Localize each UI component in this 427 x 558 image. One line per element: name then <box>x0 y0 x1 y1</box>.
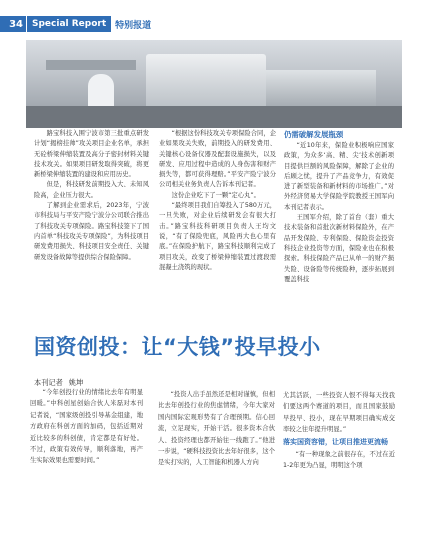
photo-floor <box>26 106 402 128</box>
paragraph: 尤其活跃，一些投资人恨不得每天找我们要这两个赛道的项目，而且国家鼓励早投早、投小，现在早期项目确实成交率较之往年提升明显。” <box>283 392 395 434</box>
lower-column-3 <box>283 390 395 471</box>
paragraph: 了解到企业需求后，2023年，宁波市科技局与平安产险宁波分公司联合推出了科技攻关专项保险。路宝科技签下了国内首单“科技攻关专项保险”，为科技项目研发费用损失、科技项目安全责任、关键研发设备故障等提供综合保险保障。 <box>34 202 149 261</box>
paragraph: “最终项目我们自筹投入了580万元，一旦失败，对企业后续研发会有很大打击。”路宝科技科研项目负责人王均文说，“有了保险兜底，风险再大也心里有底。”在保险护航下，路宝科技顺利完成了项目攻关，改变了桥梁伸缩装置过渡段需混凝土浇筑的现状。 <box>159 202 276 271</box>
subsection-heading: 落实国资容错，让项目推进更流畅 <box>283 437 388 446</box>
article-headline: 国资创投：让“大钱”投早投小 <box>34 335 321 359</box>
factory-photo <box>26 40 402 128</box>
byline-role: 本刊记者 <box>34 378 63 387</box>
upper-column-3 <box>284 129 394 285</box>
paragraph: 路宝科技入围宁波市第三批重点研发计划“揭榜挂帅”攻关项目企业名单，承担无砼桥梁伸缩装置及高分子密封材料关键技术攻关。如果项目研发取得突破，将更新桥梁伸缩装置的建设和应用历史。 <box>34 130 149 179</box>
page-number: 34 <box>0 16 26 32</box>
paragraph: “今年创投行业的情绪比去年有明显回暖。”中科创星创始合伙人米磊对本刊记者说，“国家级创投引导基金组建，地方政府在科创方面的加码，包括近期对近比较多的科创债，肯定都是有好处。不过，政策有效传导，顺利落地，再产生实际效果也需要时间。” <box>30 389 143 465</box>
upper-column-2 <box>159 129 276 273</box>
section-label: Special Report <box>27 16 111 32</box>
lower-column-2 <box>158 389 275 469</box>
lower-column-1 <box>30 387 143 467</box>
paragraph: “投资人出手虽然还是相对谨慎，但相比去年创投行业的焦虑情绪，今年大家对国内国际宏观形势有了合理预期。信心回流，立足现实，开始干活。很多资本合伙人、投资经理也都开始往一线跑了。”他进一步说，“硬科技投资比去年好很多，这个是实打实的，人工智能和机器人方向 <box>158 391 275 467</box>
paragraph: “根据这份科技攻关专项保险合同，企业如果攻关失败，前期投入的研发费用、关键核心设备仪器及配套设施损失，以及研发、应用过程中造成的人身伤害和财产损失等，都可获得理赔。”平安产险宁波分公司相关业务负责人告诉本刊记者。 <box>159 130 276 189</box>
photo-machine-main <box>146 54 266 110</box>
subsection-heading: 仍需破解发展瓶颈 <box>284 130 344 139</box>
photo-pipe <box>46 60 136 70</box>
paragraph: 王国军介绍，除了首台（套）重大技术装备和首批次新材料保险外，在产品开发保险、专利保险、保险资金投资科技企业投资等方面，保险业也在积极探索。科技保险产品已从单一的财产损失险、设备险等传统险种，逐步拓展到覆盖科技 <box>284 214 394 283</box>
section-subtitle: 特别报道 <box>115 20 152 31</box>
page-header <box>0 16 151 32</box>
paragraph: “有一种现象之前很存在，不过在近1-2年更为凸显，明明这个项 <box>283 450 395 470</box>
paragraph: “近10年来，保险业积极响应国家政策，为众多‘高、精、尖’技术创新项目提供巨额的风险保障，解除了企业的后顾之忧，提升了产品竞争力，有效促进了新型装备和新材料的市场推广。”对外经济贸易大学保险学院教授王国军向本刊记者表示。 <box>284 142 394 211</box>
paragraph: 这份企业吃下了一颗“定心丸”。 <box>171 191 260 199</box>
upper-column-1 <box>34 129 149 263</box>
paragraph: 但是，科技研发前期投入大、未知风险高，企业压力很大。 <box>34 181 149 199</box>
byline-name: 姚坤 <box>68 378 84 387</box>
